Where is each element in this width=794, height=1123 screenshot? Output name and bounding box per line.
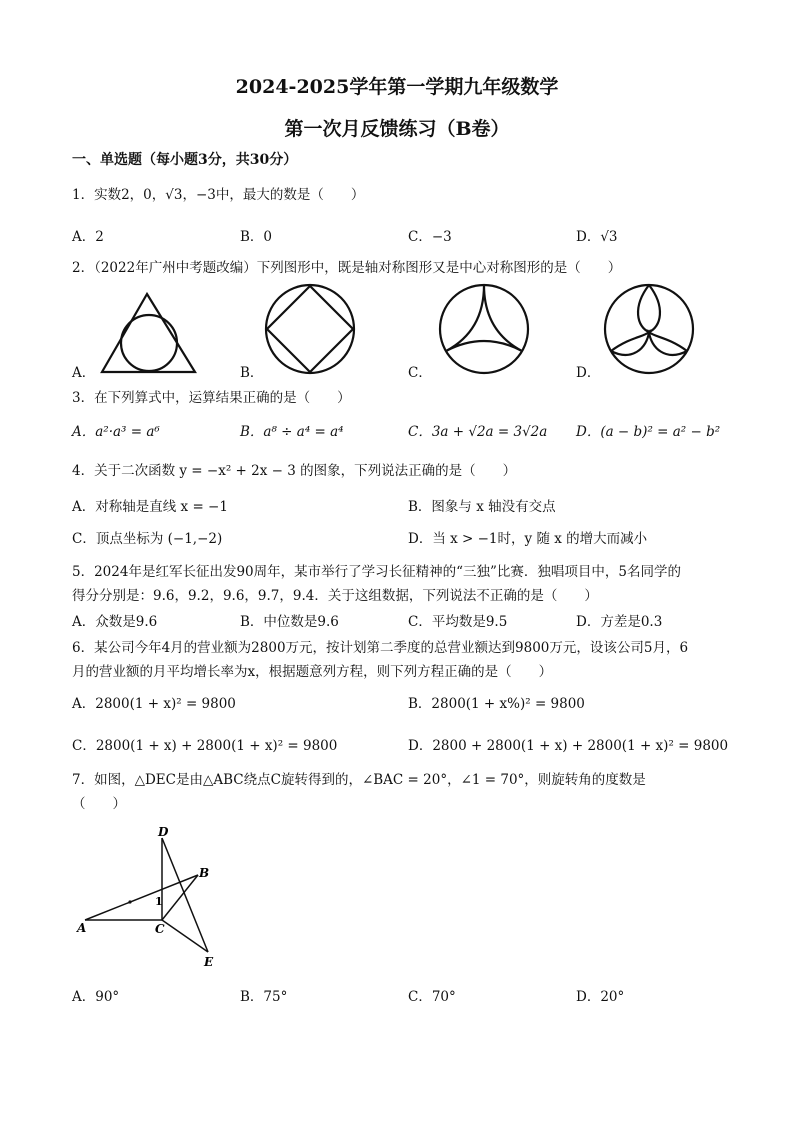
q3-option-c[interactable]: C．3a + √2a = 3√2a [408, 424, 548, 440]
q1-option-c[interactable]: C．−3 [408, 229, 452, 245]
question-5-stem-line1: 5．2024年是红军长征出发90周年，某市举行了学习长征精神的“三独”比赛．独唱项目中，5名同学的 [72, 564, 682, 580]
q2-option-a[interactable]: A． [72, 365, 96, 381]
figure-triangle-incircle [100, 290, 200, 375]
q4-option-a[interactable]: A．对称轴是直线 x = −1 [72, 499, 228, 515]
figure-circle-three-petals [602, 282, 697, 377]
q6-option-d[interactable]: D．2800 + 2800(1 + x) + 2800(1 + x)² = 9800 [408, 738, 729, 754]
q4-option-d[interactable]: D．当 x > −1时，y 随 x 的增大而减小 [408, 531, 648, 547]
figure-rotation-triangles [70, 820, 230, 970]
q3-option-a[interactable]: A．a²·a³ = a⁶ [72, 424, 160, 440]
label-e: E [204, 955, 214, 969]
q6-option-a[interactable]: A．2800(1 + x)² = 9800 [72, 696, 236, 712]
q1-option-b[interactable]: B．0 [240, 229, 273, 245]
question-7-stem-line1: 7．如图，△DEC是由△ABC绕点C旋转得到的，∠BAC = 20°，∠1 = 70°，则旋转角的度数是 [72, 772, 646, 788]
question-6-stem-line1: 6．某公司今年4月的营业额为2800万元，按计划第二季度的总营业额达到9800万元，设该公司5月，6 [72, 640, 689, 656]
label-angle-1: 1 [155, 895, 163, 908]
q2-option-c[interactable]: C． [408, 365, 432, 381]
q5-option-b[interactable]: B．中位数是9.6 [240, 614, 339, 630]
question-3-stem: 3．在下列算式中，运算结果正确的是（ ） [72, 390, 351, 406]
question-7-stem-line2: （ ） [72, 796, 126, 812]
label-d: D [158, 825, 169, 839]
page-subtitle: 第一次月反馈练习（B卷） [284, 118, 510, 140]
q7-option-d[interactable]: D．20° [576, 989, 625, 1005]
q6-option-b[interactable]: B．2800(1 + x%)² = 9800 [408, 696, 585, 712]
figure-circle-three-arcs [437, 282, 532, 377]
label-a: A [77, 921, 87, 935]
q3-option-d[interactable]: D．(a − b)² = a² − b² [576, 424, 721, 440]
q7-option-b[interactable]: B．75° [240, 989, 288, 1005]
question-4-stem: 4．关于二次函数 y = −x² + 2x − 3 的图象，下列说法正确的是（ ） [72, 463, 517, 479]
question-2-stem: 2．（2022年广州中考题改编）下列图形中，既是轴对称图形又是中心对称图形的是（ ） [72, 260, 622, 276]
q5-option-a[interactable]: A．众数是9.6 [72, 614, 158, 630]
q7-option-c[interactable]: C．70° [408, 989, 456, 1005]
q3-option-b[interactable]: B．a⁸ ÷ a⁴ = a⁴ [240, 424, 344, 440]
section-heading: 一、单选题（每小题3分，共30分） [72, 152, 298, 168]
page-title: 2024-2025学年第一学期九年级数学 [235, 76, 559, 98]
q6-option-c[interactable]: C．2800(1 + x) + 2800(1 + x)² = 9800 [72, 738, 338, 754]
question-6-stem-line2: 月的营业额的月平均增长率为x，根据题意列方程，则下列方程正确的是（ ） [72, 664, 553, 680]
q1-option-d[interactable]: D．√3 [576, 229, 618, 245]
q2-option-d[interactable]: D． [576, 365, 601, 381]
q5-option-d[interactable]: D．方差是0.3 [576, 614, 663, 630]
q1-option-a[interactable]: A．2 [72, 229, 104, 245]
label-b: B [199, 866, 210, 880]
q7-option-a[interactable]: A．90° [72, 989, 120, 1005]
q2-option-b[interactable]: B． [240, 365, 264, 381]
label-c: C [155, 922, 165, 936]
q5-option-c[interactable]: C．平均数是9.5 [408, 614, 508, 630]
question-1-stem: 1．实数2，0，√3，−3中，最大的数是（ ） [72, 187, 365, 203]
q4-option-c[interactable]: C．顶点坐标为 (−1,−2) [72, 531, 223, 547]
question-5-stem-line2: 得分分别是：9.6，9.2，9.6，9.7，9.4．关于这组数据，下列说法不正确的是（ ） [72, 588, 598, 604]
q4-option-b[interactable]: B．图象与 x 轴没有交点 [408, 499, 556, 515]
figure-circle-square [262, 282, 362, 377]
